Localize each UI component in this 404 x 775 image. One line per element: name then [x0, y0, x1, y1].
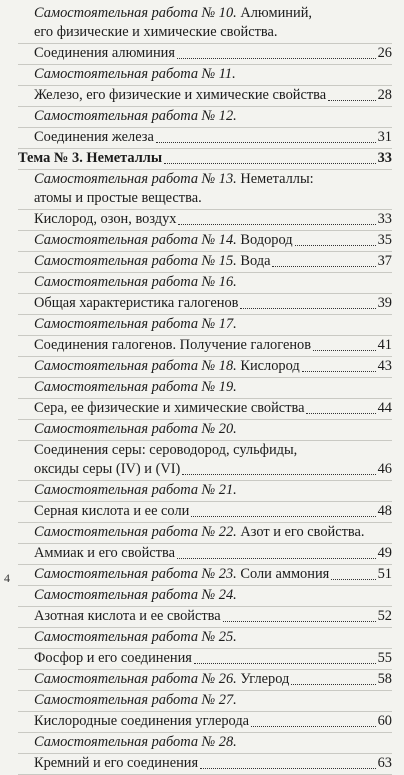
- leader-dots: [295, 245, 376, 246]
- work-number: Самостоятельная работа № 13.: [34, 171, 237, 187]
- toc-text: Железо, его физические и химические свойства: [34, 87, 327, 103]
- toc-text-wrap: [34, 128, 154, 147]
- toc-text: Неметаллы:: [236, 171, 314, 187]
- leader-dots: [164, 163, 376, 164]
- leader-dots: [200, 768, 376, 769]
- toc-line: [34, 128, 392, 147]
- toc-line: [34, 65, 392, 84]
- toc-text: Тема № 3. Неметаллы: [18, 150, 163, 166]
- leader-dots: [302, 371, 376, 372]
- toc-text: Кислородные соединения углерода: [34, 713, 250, 729]
- toc-text-wrap: [18, 149, 162, 168]
- toc-text: атомы и простые вещества.: [34, 190, 202, 206]
- toc-entry: [18, 523, 392, 544]
- toc-text: Самостоятельная работа № 28.: [34, 734, 237, 750]
- toc-text: Азот и его свойства.: [236, 524, 365, 540]
- toc-text: Соединения железа: [34, 129, 154, 145]
- toc-entry: [18, 170, 392, 210]
- toc-text-wrap: [34, 754, 198, 773]
- toc-entry: [18, 4, 392, 44]
- page-number: 35: [377, 232, 392, 248]
- work-number: Самостоятельная работа № 15.: [34, 253, 237, 269]
- work-number: Самостоятельная работа № 23.: [34, 566, 237, 582]
- toc-entry: [18, 315, 392, 336]
- page-number: 33: [377, 211, 392, 227]
- toc-line: [34, 107, 392, 126]
- toc-entry: [18, 107, 392, 128]
- toc-entry: [18, 252, 392, 273]
- leader-dots: [223, 621, 376, 622]
- toc-text: Аммиак и его свойства: [34, 545, 175, 561]
- page-number: 58: [377, 671, 392, 687]
- leader-dots: [240, 308, 375, 309]
- toc-text-wrap: [34, 502, 189, 521]
- toc-text-wrap: [34, 210, 176, 229]
- toc-line: [34, 357, 392, 376]
- toc-text: Самостоятельная работа № 25.: [34, 629, 237, 645]
- toc-text-wrap: [34, 357, 300, 376]
- toc-entry: [18, 399, 392, 420]
- toc-line: [34, 210, 392, 229]
- toc-text: Самостоятельная работа № 17.: [34, 316, 237, 332]
- toc-entry: [18, 357, 392, 378]
- toc-line: [34, 502, 392, 521]
- toc-entry: [18, 420, 392, 441]
- page-number: 63: [377, 755, 392, 771]
- toc-text-wrap: [34, 336, 311, 355]
- work-number: Самостоятельная работа № 10.: [34, 5, 237, 21]
- toc-text-wrap: [34, 86, 326, 105]
- toc-text-wrap: [34, 460, 180, 479]
- work-number: Самостоятельная работа № 14.: [34, 232, 237, 248]
- toc-text: Самостоятельная работа № 27.: [34, 692, 237, 708]
- leader-dots: [328, 100, 375, 101]
- toc-line: [34, 86, 392, 105]
- work-number: Самостоятельная работа № 18.: [34, 358, 237, 374]
- toc-line: [34, 44, 392, 63]
- toc-line: [34, 586, 392, 605]
- toc-entry: [18, 712, 392, 733]
- toc-text: Соединения серы: сероводород, сульфиды,: [34, 442, 298, 458]
- toc-line: [34, 670, 392, 689]
- page-number: 31: [377, 129, 392, 145]
- toc-entry: [18, 336, 392, 357]
- page-number: 51: [377, 566, 392, 582]
- page-number: 37: [377, 253, 392, 269]
- toc-line: [34, 273, 392, 292]
- toc-text: Самостоятельная работа № 24.: [34, 587, 237, 603]
- toc-text: Соли аммония: [236, 566, 330, 582]
- toc-line: [34, 315, 392, 334]
- toc-text-wrap: [34, 399, 304, 418]
- toc-text: Самостоятельная работа № 20.: [34, 421, 237, 437]
- toc-line: [34, 420, 392, 439]
- page-number: 49: [377, 545, 392, 561]
- leader-dots: [306, 413, 375, 414]
- toc-text: Сера, ее физические и химические свойства: [34, 400, 305, 416]
- toc-text: Алюминий,: [236, 5, 313, 21]
- toc-text-wrap: [34, 565, 329, 584]
- page-number: 41: [377, 337, 392, 353]
- toc-text: Самостоятельная работа № 11.: [34, 66, 236, 82]
- toc-line: [34, 481, 392, 500]
- toc-entry: [18, 294, 392, 315]
- toc-text-wrap: [34, 649, 192, 668]
- page-corner-mark: 4: [4, 571, 10, 585]
- page-number: 60: [377, 713, 392, 729]
- toc-text-wrap: [34, 607, 221, 626]
- toc-line: [34, 565, 392, 584]
- toc-text: Самостоятельная работа № 12.: [34, 108, 237, 124]
- toc-line: [34, 441, 392, 460]
- toc-line: [18, 149, 392, 168]
- toc-text: Углерод: [236, 671, 290, 687]
- toc-entry: [18, 691, 392, 712]
- toc-section-heading: [18, 149, 392, 170]
- toc-line: [34, 4, 392, 23]
- toc-line: [34, 23, 392, 42]
- page-number: 43: [377, 358, 392, 374]
- toc-text: Общая характеристика галогенов: [34, 295, 239, 311]
- toc-entry: [18, 607, 392, 628]
- toc-line: [34, 294, 392, 313]
- page-number: 39: [377, 295, 392, 311]
- toc-text-wrap: [34, 231, 293, 250]
- toc-entry: [18, 544, 392, 565]
- leader-dots: [251, 726, 376, 727]
- leader-dots: [156, 142, 376, 143]
- page-number: 28: [377, 87, 392, 103]
- toc-line: [34, 378, 392, 397]
- toc-text: Самостоятельная работа № 19.: [34, 379, 237, 395]
- toc-text: его физические и химические свойства.: [34, 24, 278, 40]
- toc-entry: [18, 65, 392, 86]
- table-of-contents: [18, 4, 392, 775]
- toc-line: [34, 336, 392, 355]
- toc-text: Кислород: [236, 358, 300, 374]
- toc-entry: [18, 378, 392, 399]
- toc-text: Фосфор и его соединения: [34, 650, 192, 666]
- work-number: Самостоятельная работа № 22.: [34, 524, 237, 540]
- toc-line: [34, 754, 392, 773]
- leader-dots: [331, 579, 375, 580]
- page-number: 52: [377, 608, 392, 624]
- toc-text: оксиды серы (IV) и (VI): [34, 461, 181, 477]
- leader-dots: [272, 266, 375, 267]
- toc-line: [34, 189, 392, 208]
- toc-line: [34, 733, 392, 752]
- toc-text: Самостоятельная работа № 16.: [34, 274, 237, 290]
- leader-dots: [194, 663, 376, 664]
- toc-line: [34, 649, 392, 668]
- toc-entry: [18, 128, 392, 149]
- toc-entry: [18, 586, 392, 607]
- page-number: 26: [377, 45, 392, 61]
- toc-line: [34, 460, 392, 479]
- toc-text: Самостоятельная работа № 21.: [34, 482, 237, 498]
- toc-entry: [18, 44, 392, 65]
- toc-text: Азотная кислота и ее свойства: [34, 608, 221, 624]
- toc-line: [34, 544, 392, 563]
- page-number: 46: [377, 461, 392, 477]
- toc-line: [34, 523, 392, 542]
- page-number: 33: [377, 150, 392, 166]
- toc-entry: [18, 231, 392, 252]
- leader-dots: [291, 684, 375, 685]
- toc-text-wrap: [34, 44, 175, 63]
- leader-dots: [182, 474, 375, 475]
- toc-entry: [18, 481, 392, 502]
- toc-entry: [18, 502, 392, 523]
- toc-text: Кислород, озон, воздух: [34, 211, 177, 227]
- page-number: 55: [377, 650, 392, 666]
- toc-text: Серная кислота и ее соли: [34, 503, 190, 519]
- toc-entry: [18, 628, 392, 649]
- toc-text: Соединения галогенов. Получение галогенов: [34, 337, 312, 353]
- toc-entry: [18, 86, 392, 107]
- toc-entry: [18, 754, 392, 775]
- work-number: Самостоятельная работа № 26.: [34, 671, 237, 687]
- toc-entry: [18, 210, 392, 231]
- toc-text-wrap: [34, 544, 175, 563]
- toc-line: [34, 231, 392, 250]
- toc-text-wrap: [34, 294, 238, 313]
- toc-text: Соединения алюминия: [34, 45, 175, 61]
- toc-line: [34, 607, 392, 626]
- toc-text-wrap: [34, 712, 249, 731]
- page-number: 48: [377, 503, 392, 519]
- leader-dots: [177, 558, 376, 559]
- leader-dots: [177, 58, 376, 59]
- toc-line: [34, 399, 392, 418]
- page-number: 44: [377, 400, 392, 416]
- toc-text-wrap: [34, 252, 270, 271]
- toc-line: [34, 170, 392, 189]
- toc-entry: [18, 565, 392, 586]
- leader-dots: [313, 350, 376, 351]
- leader-dots: [178, 224, 375, 225]
- leader-dots: [191, 516, 375, 517]
- toc-entry: [18, 441, 392, 481]
- toc-line: [34, 691, 392, 710]
- toc-text: Вода: [236, 253, 271, 269]
- toc-entry: [18, 649, 392, 670]
- toc-line: [34, 252, 392, 271]
- toc-line: [34, 628, 392, 647]
- toc-text: Кремний и его соединения: [34, 755, 199, 771]
- toc-entry: [18, 670, 392, 691]
- toc-text: Водород: [236, 232, 293, 248]
- toc-line: [34, 712, 392, 731]
- toc-entry: [18, 273, 392, 294]
- toc-entry: [18, 733, 392, 754]
- toc-text-wrap: [34, 670, 289, 689]
